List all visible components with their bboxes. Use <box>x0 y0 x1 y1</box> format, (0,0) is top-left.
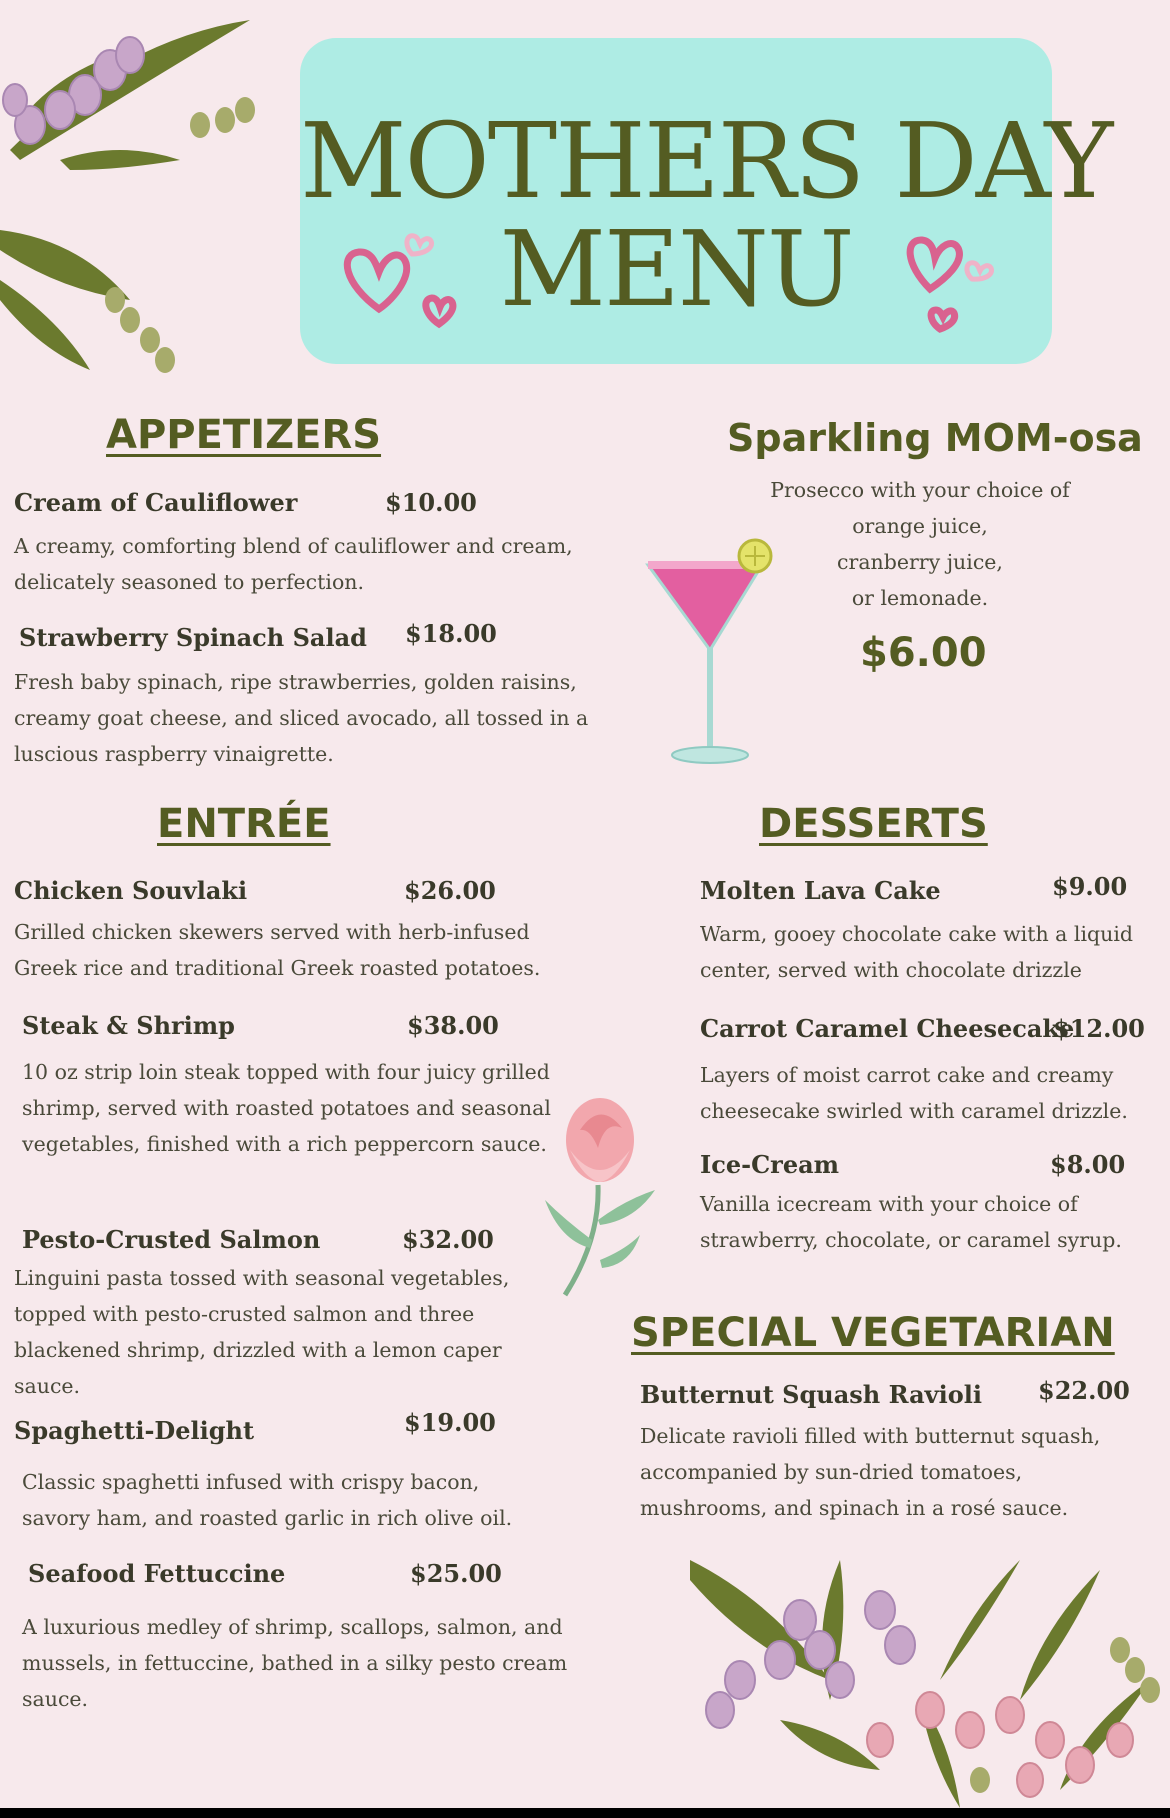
mimosa-line: orange juice, <box>852 514 988 538</box>
mimosa-line: Prosecco with your choice of <box>770 478 1070 502</box>
mimosa-line: or lemonade. <box>851 586 989 610</box>
menu-item-price: $8.00 <box>1050 1150 1126 1179</box>
desserts-heading: DESSERTS <box>759 801 988 847</box>
menu-item-description: Warm, gooey chocolate cake with a liquid center, served with chocolate drizzle <box>700 922 1134 982</box>
menu-item-name: Spaghetti-Delight <box>14 1416 255 1445</box>
menu-item-description: Grilled chicken skewers served with herb-infused Greek rice and traditional Greek roasted potatoes. <box>14 920 541 980</box>
menu-item-name: Cream of Cauliflower <box>14 488 298 517</box>
menu-item-price: $12.00 <box>1053 1014 1145 1043</box>
floral-branch-icon <box>680 1540 1170 1808</box>
menu-item-name: Pesto-Crusted Salmon <box>22 1225 321 1254</box>
page-title-line2: MENU <box>499 208 853 330</box>
menu-item-description: Fresh baby spinach, ripe strawberries, golden raisins, creamy goat cheese, and sliced avocado, all tossed in a luscious raspberry vinaigrette. <box>14 670 589 766</box>
page-title-line1: MOTHERS DAY <box>300 100 1112 222</box>
menu-item-description: Linguini pasta tossed with seasonal vegetables, topped with pesto-crusted salmon and three blackened shrimp, drizzled with a lemon caper sauce. <box>14 1266 510 1398</box>
menu-item-price: $9.00 <box>1052 872 1128 901</box>
menu-item-price: $22.00 <box>1038 1376 1130 1405</box>
floral-branch-icon <box>0 0 280 380</box>
mimosa-heading: Sparkling MOM-osa <box>727 416 1143 460</box>
menu-item-price: $18.00 <box>405 619 497 648</box>
title-banner <box>300 38 1112 364</box>
menu-item-description: 10 oz strip loin steak topped with four juicy grilled shrimp, served with roasted potatoes and seasonal vegetables, finished with a rich peppercorn sauce. <box>22 1060 551 1156</box>
menu-item-name: Ice-Cream <box>700 1150 840 1179</box>
menu-item-price: $25.00 <box>410 1559 502 1588</box>
menu-item-description: Vanilla icecream with your choice of strawberry, chocolate, or caramel syrup. <box>700 1192 1122 1252</box>
mimosa-line: cranberry juice, <box>837 550 1003 574</box>
mimosa-price: $6.00 <box>860 630 987 676</box>
menu-item-price: $19.00 <box>404 1408 496 1437</box>
entree-heading: ENTRÉE <box>157 801 331 847</box>
menu-item-description: A creamy, comforting blend of cauliflower and cream, delicately seasoned to perfection. <box>14 534 573 594</box>
rose-icon <box>540 1090 660 1300</box>
menu-item-price: $10.00 <box>385 488 477 517</box>
menu-item-description: A luxurious medley of shrimp, scallops, salmon, and mussels, in fettuccine, bathed in a silky pesto cream sauce. <box>22 1615 568 1711</box>
menu-item-name: Steak & Shrimp <box>22 1011 235 1040</box>
menu-item-name: Strawberry Spinach Salad <box>19 623 367 652</box>
menu-item-description: Classic spaghetti infused with crispy bacon, savory ham, and roasted garlic in rich olive oil. <box>22 1470 513 1530</box>
menu-item-name: Carrot Caramel Cheesecake <box>700 1014 1075 1043</box>
menu-item-name: Butternut Squash Ravioli <box>640 1380 982 1409</box>
menu-item-name: Chicken Souvlaki <box>14 876 248 905</box>
vegetarian-heading: SPECIAL VEGETARIAN <box>631 1310 1115 1356</box>
bottom-bar <box>0 1808 1170 1818</box>
menu-item-name: Molten Lava Cake <box>700 876 941 905</box>
martini-glass-icon <box>640 530 780 780</box>
menu-item-description: Layers of moist carrot cake and creamy cheesecake swirled with caramel drizzle. <box>700 1063 1128 1123</box>
menu-item-price: $26.00 <box>404 876 496 905</box>
menu-item-name: Seafood Fettuccine <box>28 1559 286 1588</box>
menu-item-price: $38.00 <box>407 1011 499 1040</box>
heart-icon <box>334 214 464 344</box>
menu-item-description: Delicate ravioli filled with butternut squash, accompanied by sun-dried tomatoes, mushrooms, and spinach in a rosé sauce. <box>640 1424 1101 1520</box>
appetizers-heading: APPETIZERS <box>106 412 382 458</box>
menu-item-price: $32.00 <box>402 1225 494 1254</box>
heart-icon <box>890 214 1020 344</box>
